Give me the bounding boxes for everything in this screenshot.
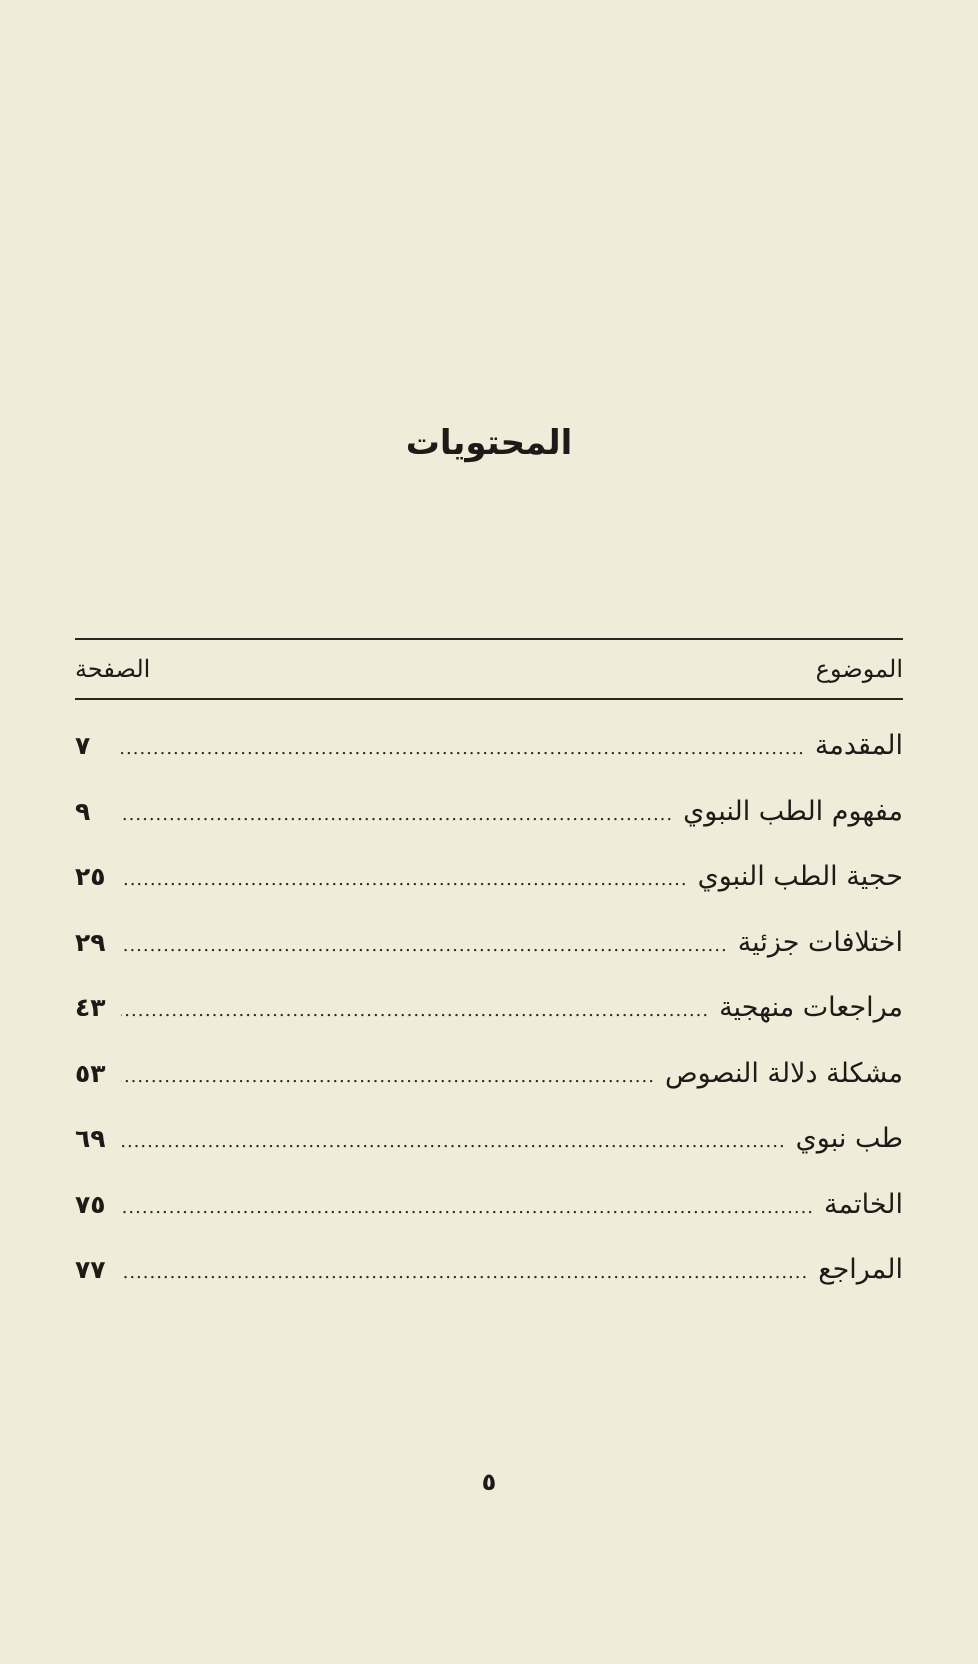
entry-page-number: ٧ bbox=[75, 731, 91, 760]
toc-entry bbox=[75, 730, 903, 796]
toc-entry bbox=[75, 1123, 903, 1189]
dot-leader bbox=[121, 804, 673, 825]
entry-topic: مراجعات منهجية bbox=[719, 992, 903, 1023]
dot-leader bbox=[121, 1131, 786, 1152]
dot-leader bbox=[121, 1262, 808, 1283]
entry-page-number: ٥٣ bbox=[75, 1058, 106, 1088]
page-number: ٥ bbox=[481, 1468, 497, 1496]
page-title: المحتويات bbox=[405, 423, 573, 463]
entry-page-number: ٤٣ bbox=[75, 993, 106, 1022]
entry-page-number: ٦٩ bbox=[75, 1124, 106, 1153]
toc-header bbox=[75, 640, 903, 698]
entry-page-number: ٢٩ bbox=[75, 927, 106, 957]
entry-page-number: ٧٥ bbox=[75, 1189, 106, 1219]
entry-page-number: ٢٥ bbox=[75, 862, 106, 891]
entry-topic: طب نبوي bbox=[795, 1123, 903, 1154]
header-rule bbox=[75, 698, 903, 700]
dot-leader bbox=[121, 1000, 709, 1021]
entry-topic: اختلافات جزئية bbox=[737, 926, 903, 958]
dot-leader bbox=[121, 738, 805, 759]
toc-entry bbox=[75, 861, 903, 927]
dot-leader bbox=[121, 869, 688, 890]
entry-topic: المراجع bbox=[818, 1254, 903, 1285]
toc-entry bbox=[75, 1189, 903, 1255]
table-of-contents bbox=[75, 638, 903, 1320]
entry-topic: مشكلة دلالة النصوص bbox=[664, 1057, 903, 1089]
entry-page-number: ٧٧ bbox=[75, 1255, 106, 1284]
toc-entry bbox=[75, 796, 903, 862]
toc-entry bbox=[75, 927, 903, 993]
page-column-header: الصفحة bbox=[75, 655, 151, 683]
dot-leader bbox=[121, 1197, 814, 1218]
entry-topic: المقدمة bbox=[814, 730, 903, 761]
toc-entry bbox=[75, 1058, 903, 1124]
entry-page-number: ٩ bbox=[75, 796, 91, 826]
entry-topic: الخاتمة bbox=[824, 1188, 903, 1220]
toc-entry bbox=[75, 1254, 903, 1320]
entry-topic: حجية الطب النبوي bbox=[697, 861, 903, 892]
dot-leader bbox=[121, 1066, 655, 1087]
toc-entries bbox=[75, 730, 903, 1320]
toc-entry bbox=[75, 992, 903, 1058]
entry-topic: مفهوم الطب النبوي bbox=[683, 795, 903, 827]
topic-column-header: الموضوع bbox=[815, 655, 903, 683]
dot-leader bbox=[121, 935, 728, 956]
